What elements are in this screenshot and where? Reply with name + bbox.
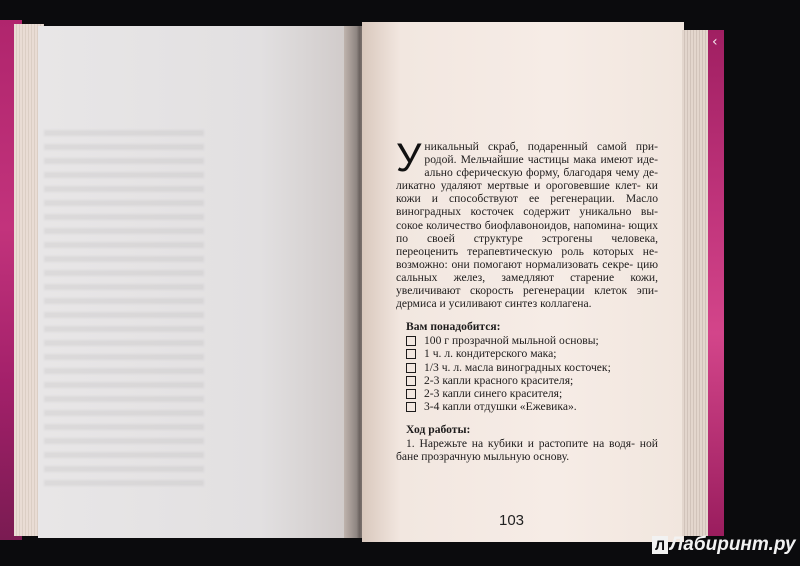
ingredient-item: [406, 334, 658, 347]
intro-line: цию сальных желез, замедляют старение кожи,: [396, 257, 658, 284]
intro-paragraph: [396, 136, 658, 311]
ingredients-heading: Вам понадобится:: [406, 320, 501, 334]
checkbox-icon: [406, 363, 416, 373]
intro-line: ально сферическую форму, благодаря чему де-: [424, 166, 658, 180]
recipe-text: [396, 136, 658, 464]
intro-line: ки кожи и способствуют ее регенерации. Масло: [396, 179, 658, 206]
checkbox-icon: [406, 376, 416, 386]
intro-line: возможно: они помогают нормализовать секре-: [396, 257, 634, 271]
page-number: 103: [499, 512, 525, 529]
ingredient-text: 3-4 капли отдушки «Ежевика».: [424, 399, 577, 413]
ingredient-text: 1 ч. л. кондитерского мака;: [424, 347, 557, 361]
logo-letter-icon: Л: [652, 536, 668, 554]
page-edges-right: [682, 30, 710, 536]
ingredient-text: 2-3 капли синего красителя;: [424, 386, 563, 400]
logo-text: Лабиринт.ру: [670, 534, 796, 555]
intro-line: ликатно удаляют мертвые и ороговевшие клет-: [396, 179, 641, 193]
step-line: 1. Нарежьте на кубики и растопите на водя-: [406, 436, 635, 450]
intro-line: родой. Мельчайшие частицы мака имеют иде-: [424, 153, 658, 167]
ingredient-item: [406, 400, 658, 413]
intro-line: переоценить терапевтическую роль которых не-: [396, 244, 658, 258]
intro-line: никальный скраб, подаренный самой при-: [424, 140, 658, 153]
ingredients-list: [396, 334, 658, 413]
drop-cap: У: [396, 136, 422, 180]
checkbox-icon: [406, 389, 416, 399]
corner-arrow-icon: ‹: [712, 34, 718, 50]
intro-line: дермиса и усиливают синтез коллагена.: [396, 297, 592, 311]
intro-line: ющих по своей структуре эстрогены человека,: [396, 218, 658, 245]
checkbox-icon: [406, 349, 416, 359]
left-page-bleedthrough: [44, 130, 204, 490]
ingredient-item: [406, 374, 658, 387]
ingredient-item: [406, 361, 658, 374]
ingredient-text: 2-3 капли красного красителя;: [424, 373, 574, 387]
labirint-logo: [652, 534, 796, 556]
ingredient-item: [406, 347, 658, 360]
intro-line: виноградных косточек содержит уникально вы-: [396, 205, 658, 219]
checkbox-icon: [406, 336, 416, 346]
checkbox-icon: [406, 402, 416, 412]
ingredient-item: [406, 387, 658, 400]
steps-heading: Ход работы:: [406, 422, 471, 436]
intro-line: увеличивают скорость регенерации клеток эпи-: [396, 284, 658, 298]
book-cover-right: [708, 30, 724, 536]
step-line: ной бане прозрачную мыльную основу.: [396, 436, 658, 464]
ingredient-text: 1/3 ч. л. масла виноградных косточек;: [424, 360, 611, 374]
intro-line: сокое количество биофлавоноидов, напомина-: [396, 218, 626, 232]
ingredient-text: 100 г прозрачной мыльной основы;: [424, 334, 599, 348]
step-paragraph: [396, 437, 658, 463]
